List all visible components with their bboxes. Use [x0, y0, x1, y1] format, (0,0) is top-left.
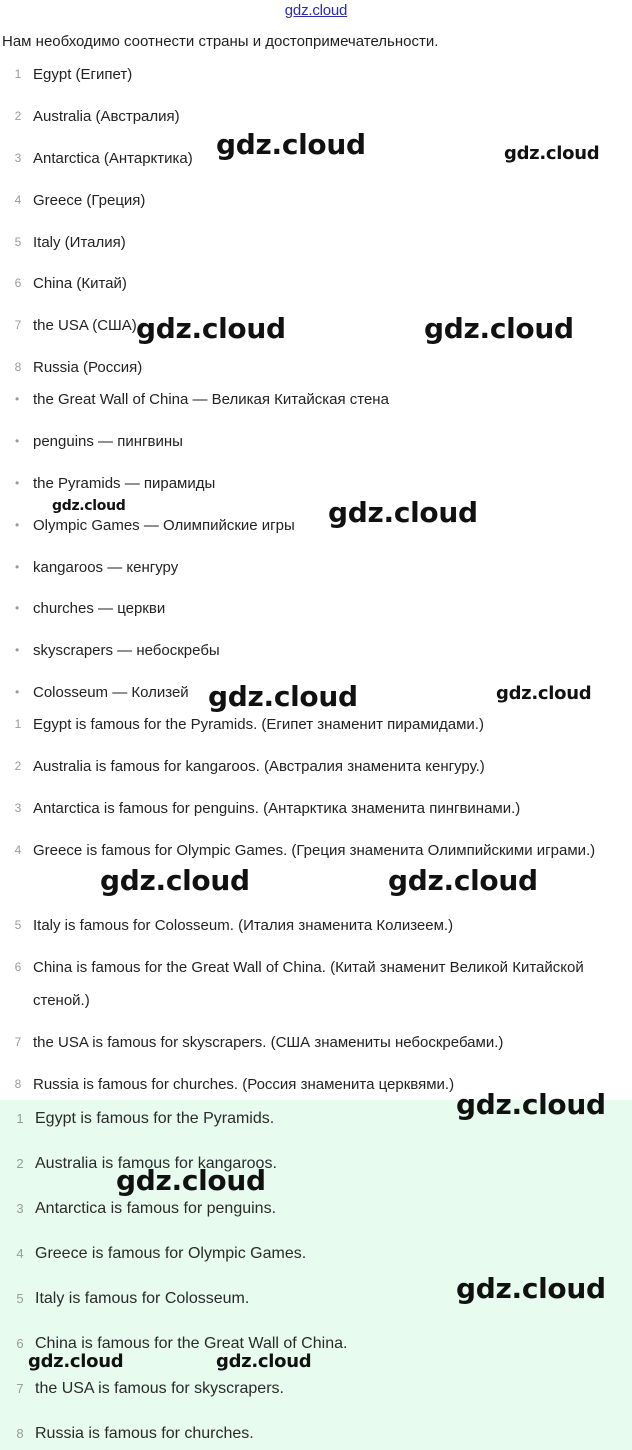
item-text: the Great Wall of China — Великая Китайская стена — [33, 391, 389, 408]
item-text: Italy is famous for Colosseum. (Италия знаменита Колизеем.) — [33, 917, 454, 934]
item-text: Russia is famous for churches. — [35, 1425, 254, 1442]
item-text: Antarctica is famous for penguins. (Антарктика знаменита пингвинами.) — [33, 800, 521, 817]
item-text: Egypt is famous for the Pyramids. — [35, 1110, 275, 1127]
watermark: gdz.cloud — [424, 312, 574, 345]
item-number: 3 — [14, 801, 22, 815]
item-text: churches — церкви — [33, 600, 166, 617]
item-number: 5 — [14, 235, 22, 249]
watermark: gdz.cloud — [52, 498, 126, 514]
item-number: 7 — [14, 1035, 22, 1049]
item-text: the Pyramids — пирамиды — [33, 475, 216, 492]
item-text: China is famous for the Great Wall of China. — [35, 1335, 348, 1352]
item-text: skyscrapers — небоскребы — [33, 642, 220, 659]
bullet-marker: • — [15, 643, 20, 657]
bullet-marker: • — [15, 560, 20, 574]
item-text: Antarctica is famous for penguins. — [35, 1200, 277, 1217]
watermark: gdz.cloud — [28, 1351, 124, 1372]
bullet-marker: • — [15, 476, 20, 490]
item-number: 7 — [16, 1381, 24, 1396]
item-text: Italy (Италия) — [33, 234, 126, 251]
item-number: 3 — [14, 151, 22, 165]
bullet-marker: • — [15, 518, 20, 532]
item-number: 5 — [14, 918, 22, 932]
item-number: 5 — [16, 1291, 24, 1306]
item-text: Greece (Греция) — [33, 192, 146, 209]
item-text: the USA (США) — [33, 317, 137, 334]
intro-text: Нам необходимо соотнести страны и достопримечательности. — [2, 33, 439, 50]
item-number: 2 — [16, 1156, 24, 1171]
item-text: Olympic Games — Олимпийские игры — [33, 517, 295, 534]
item-text: Australia is famous for kangaroos. — [35, 1155, 277, 1172]
item-text: Greece is famous for Olympic Games. (Греция знаменита Олимпийскими играми.) — [33, 842, 596, 859]
item-number: 8 — [14, 360, 22, 374]
item-number: 6 — [14, 960, 22, 974]
watermark: gdz.cloud — [496, 683, 592, 704]
watermark: gdz.cloud — [116, 1164, 266, 1197]
item-number: 4 — [16, 1246, 24, 1261]
bullet-marker: • — [15, 685, 20, 699]
site-tag[interactable]: gdz.cloud — [284, 2, 348, 19]
item-number: 3 — [16, 1201, 24, 1216]
watermark: gdz.cloud — [504, 143, 600, 164]
item-text: Russia (Россия) — [33, 359, 143, 376]
watermark: gdz.cloud — [456, 1088, 606, 1121]
watermark: gdz.cloud — [388, 864, 538, 897]
item-text: Greece is famous for Olympic Games. — [35, 1245, 307, 1262]
item-number: 4 — [14, 843, 22, 857]
item-number: 6 — [14, 276, 22, 290]
item-number: 2 — [14, 109, 22, 123]
bullet-marker: • — [15, 601, 20, 615]
watermark: gdz.cloud — [328, 496, 478, 529]
watermark: gdz.cloud — [456, 1272, 606, 1305]
item-text: Australia is famous for kangaroos. (Австралия знаменита кенгуру.) — [33, 758, 485, 775]
item-number: 7 — [14, 318, 22, 332]
watermark: gdz.cloud — [100, 864, 250, 897]
item-text: Egypt (Египет) — [33, 66, 133, 83]
item-number: 2 — [14, 759, 22, 773]
item-number: 6 — [16, 1336, 24, 1351]
item-number: 8 — [16, 1426, 24, 1441]
item-number: 4 — [14, 193, 22, 207]
bullet-marker: • — [15, 434, 20, 448]
item-text: the USA is famous for skyscrapers. — [35, 1380, 284, 1397]
item-number: 1 — [14, 67, 22, 81]
watermark: gdz.cloud — [208, 680, 358, 713]
item-text: penguins — пингвины — [33, 433, 183, 450]
item-number: 8 — [14, 1077, 22, 1091]
item-text: kangaroos — кенгуру — [33, 559, 179, 576]
watermark: gdz.cloud — [216, 1351, 312, 1372]
item-text: the USA is famous for skyscrapers. (США знамениты небоскребами.) — [33, 1034, 504, 1051]
item-text: China (Китай) — [33, 275, 127, 292]
item-number: 1 — [16, 1111, 24, 1126]
item-text: Russia is famous for churches. (Россия знаменита церквями.) — [33, 1076, 455, 1093]
item-text: Colosseum — Колизей — [33, 684, 189, 701]
item-text: Italy is famous for Colosseum. — [35, 1290, 250, 1307]
bullet-marker: • — [15, 392, 20, 406]
watermark: gdz.cloud — [216, 128, 366, 161]
item-text: Egypt is famous for the Pyramids. (Египет знаменит пирамидами.) — [33, 716, 484, 733]
item-text: Antarctica (Антарктика) — [33, 150, 193, 167]
item-number: 1 — [14, 717, 22, 731]
item-text: China is famous for the Great Wall of China. (Китай знаменит Великой Китайской стеной.) — [33, 959, 584, 1009]
watermark: gdz.cloud — [136, 312, 286, 345]
item-text: Australia (Австралия) — [33, 108, 180, 125]
